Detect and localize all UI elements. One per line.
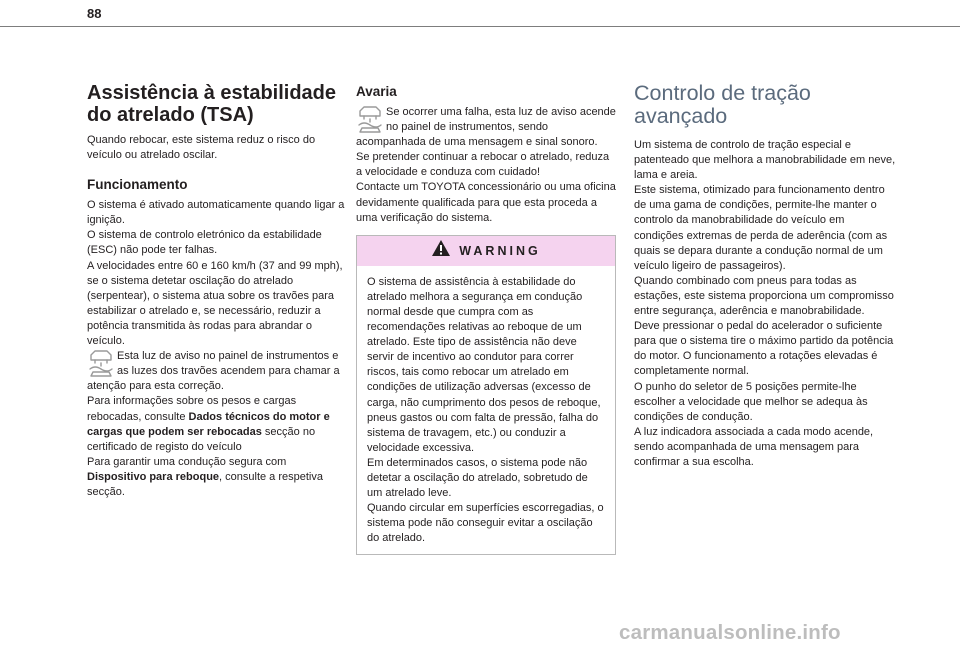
text: secção no certificado de registo do veículo xyxy=(87,425,316,453)
reference-bold: Dispositivo para reboque xyxy=(87,470,220,483)
paragraph: O punho do seletor de 5 posições permite-lhe escolher a velocidade que melhor se adequa às condições de condução. xyxy=(634,380,868,423)
section-title-line2: avançado xyxy=(634,104,728,128)
column-middle xyxy=(356,84,618,555)
fault-note xyxy=(356,105,618,150)
top-rule xyxy=(0,26,960,27)
fault-note-text: Se ocorrer uma falha, esta luz de aviso acende no painel de instrumentos, sendo acompanhada de uma mensagem e sinal sonoro. xyxy=(356,106,616,149)
subheading-funcionamento: Funcionamento xyxy=(87,177,188,193)
text: Para garantir uma condução segura com xyxy=(87,455,287,468)
section-title-line1: Assistência à estabilidade xyxy=(87,82,337,104)
paragraph: O sistema de controlo eletrónico da estabilidade (ESC) não pode ter falhas. xyxy=(87,229,322,257)
warning-box xyxy=(356,235,616,556)
paragraph: Este sistema, otimizado para funcionamento dentro de uma gama de condições, permite-lhe manter o controlo da manobrabilidade do veículo em condições extremas de perda de aderência (com as quais se depara durante a condução normal de um veículo ligeiro de passageiros). xyxy=(634,184,888,272)
paragraph-weights xyxy=(87,394,345,454)
paragraph: Deve pressionar o pedal do acelerador o suficiente para que o sistema tire o máximo partido da potência do motor. O funcionamento a rotações elevadas é completamente normal. xyxy=(634,320,894,378)
paragraph: Um sistema de controlo de tração especial e patenteado que melhora a manobrabilidade em neve, lama e areia. xyxy=(634,139,896,182)
paragraph: Contacte um TOYOTA concessionário ou uma oficina devidamente qualificada para que esta proceda a uma verificação do sistema. xyxy=(356,181,616,224)
indicator-note-text: Esta luz de aviso no painel de instrumentos e as luzes dos travões acendem para chamar a atenção para esta correção. xyxy=(87,350,340,393)
column-left xyxy=(87,82,345,500)
warning-triangle-icon xyxy=(431,239,451,262)
section-title-line1: Controlo de tração xyxy=(634,81,811,105)
section-title-tsa xyxy=(87,82,345,126)
paragraph: Quando combinado com pneus para todas as estações, este sistema proporciona um compromisso entre segurança, aderência e manobrabilidade. xyxy=(634,274,894,318)
text: Para informações sobre os pesos e cargas rebocadas, consulte xyxy=(87,395,297,423)
watermark: carmanualsonline.info xyxy=(619,621,841,644)
section-title-line2: do atrelado (TSA) xyxy=(87,104,254,126)
warning-header xyxy=(357,236,615,266)
paragraph: Em determinados casos, o sistema pode não detetar a oscilação do atrelado, sobretudo de um atrelado leve. xyxy=(367,456,588,500)
page-number: 88 xyxy=(87,6,102,21)
section-title-traction xyxy=(634,82,896,128)
paragraph: A velocidades entre 60 e 160 km/h (37 and 99 mph), se o sistema detetar oscilação do atrelado (serpentear), o sistema atua sobre os travões para estabilizar o atrelado e, se necessário, reduzir a potência transmitida às rodas para abrandar o veículo. xyxy=(87,259,343,348)
warning-body xyxy=(357,266,615,555)
trailer-sway-warning-icon xyxy=(87,349,115,379)
intro-text: Quando rebocar, este sistema reduz o risco do veículo ou atrelado oscilar. xyxy=(87,134,316,162)
paragraph-towing xyxy=(87,455,345,500)
paragraph: O sistema é ativado automaticamente quando ligar a ignição. xyxy=(87,199,345,227)
reference-bold: Dados técnicos do motor e cargas que podem ser rebocadas xyxy=(87,410,330,438)
paragraph: Se pretender continuar a rebocar o atrelado, reduza a velocidade e conduza com cuidado! xyxy=(356,151,610,179)
subheading-avaria: Avaria xyxy=(356,84,397,99)
warning-title: WARNING xyxy=(459,243,541,258)
text: , consulte a respetiva secção. xyxy=(87,470,323,498)
indicator-note xyxy=(87,349,345,394)
column-right xyxy=(634,82,896,470)
trailer-sway-warning-icon xyxy=(356,105,384,135)
paragraph: O sistema de assistência à estabilidade do atrelado melhora a segurança em condução normal desde que cumpra com as recomendações relativas ao reboque de um atrelado. Este tipo de assistência não deve servir de incentivo ao condutor para correr riscos, tais como rebocar um atrelado em condições de utilização adversas (excesso de carga, não cumprimento dos pesos de reboque, pneus gastos ou com falta de pressão, falha do sistema de travagem, etc.) ou conduzir a velocidade excessiva. xyxy=(367,275,601,454)
paragraph: Quando circular em superfícies escorregadias, o sistema pode não conseguir evitar a oscilação do atrelado. xyxy=(367,502,604,545)
paragraph: A luz indicadora associada a cada modo acende, sendo acompanhada de uma mensagem para confirmar a sua escolha. xyxy=(634,425,874,468)
